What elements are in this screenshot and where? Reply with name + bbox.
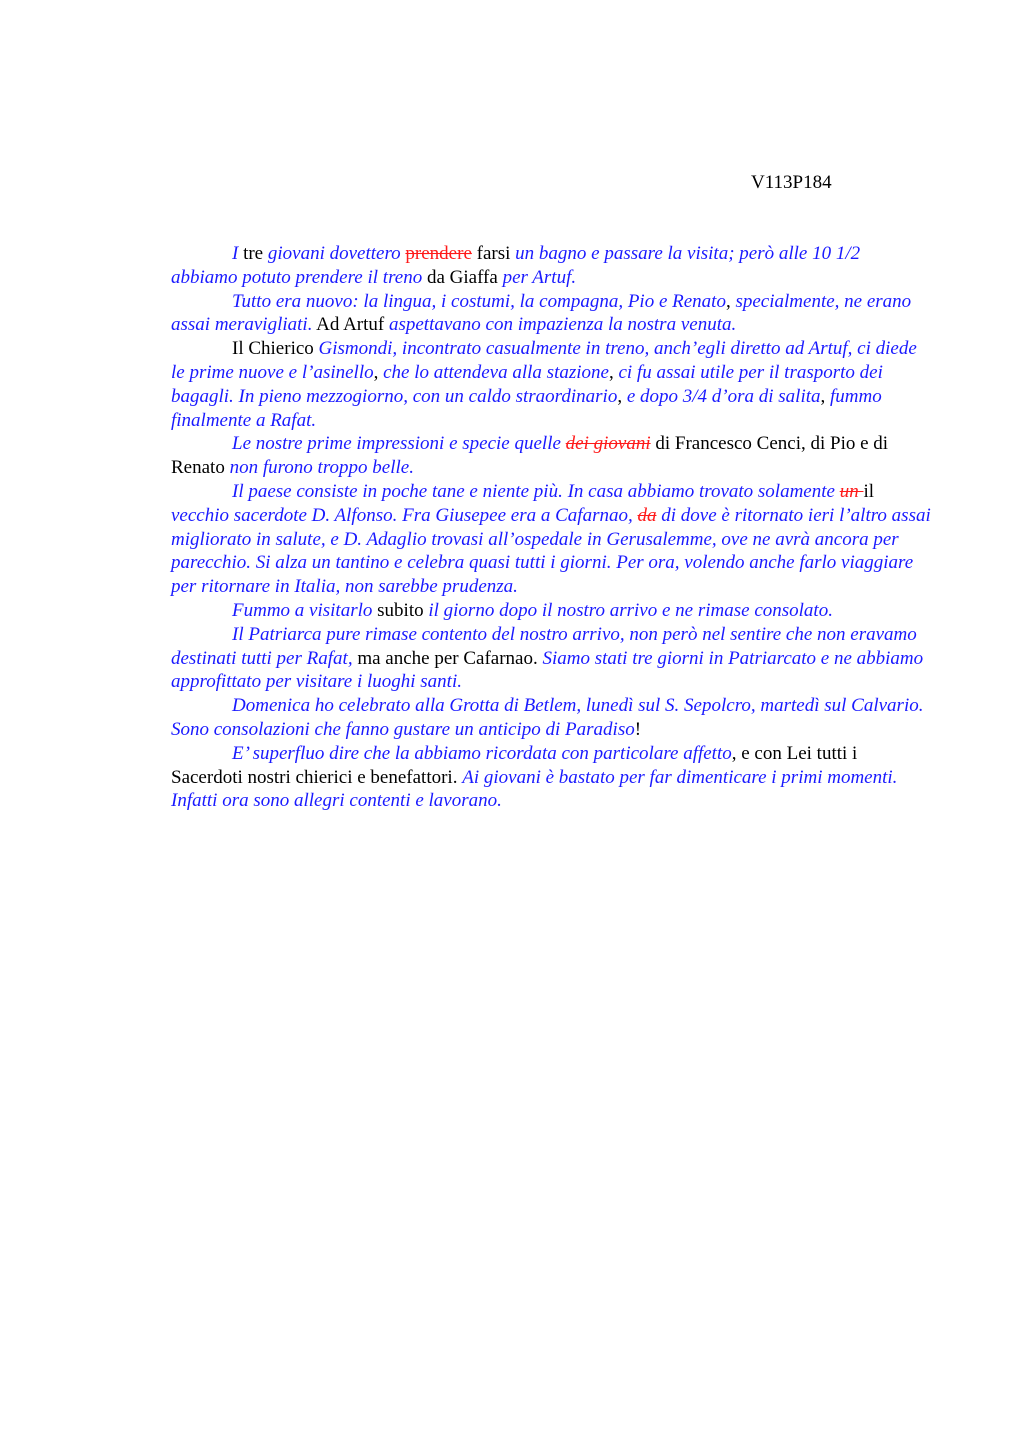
added-text: , [347, 647, 358, 669]
original-text: farsi [471, 243, 516, 264]
paragraph [171, 337, 931, 432]
added-text: Tutto era nuovo: la lingua, i costumi, la compagna, Pio e Renato [232, 290, 726, 312]
original-text: , e con Lei tutti i Sacerdoti nostri chierici e benefattori. [171, 742, 858, 788]
added-text: di dove è ritornato ieri l’altro assai migliorato in salute, e D. Adaglio trovasi all’ospedale in Gerusalemme, ove ne avrà ancora per parecchio. Si alza un tantino e celebra quasi tutti i giorni. Per ora, volendo anche farlo viaggiare per ritornare in Italia, non sarebbe prudenza. [171, 504, 931, 598]
added-text: Fummo a visitarlo [232, 599, 373, 621]
deleted-text: da [637, 504, 657, 526]
added-text: vecchio sacerdote D. Alfonso. Fra Giusepee era a Cafarnao, [171, 504, 638, 526]
original-text: , [820, 385, 831, 407]
added-text: per Artuf. [502, 266, 577, 288]
added-text: Siamo stati tre giorni in Patriarcato e ne abbiamo approfittato per visitare i luoghi santi. [171, 647, 924, 693]
letter-body [171, 242, 931, 813]
deleted-text: dei giovani [565, 433, 651, 455]
added-text: fummo finalmente a Rafat. [171, 385, 882, 431]
original-text: , [725, 290, 736, 312]
added-text: Ai giovani è bastato per far dimenticare i primi momenti. Infatti ora sono allegri contenti e lavorano. [171, 766, 898, 812]
paragraph [171, 599, 931, 623]
added-text: Il paese consiste in poche tane e niente più. In casa abbiamo trovato solamente [232, 480, 840, 502]
original-text: Ad Artuf [312, 314, 389, 336]
added-text: un bagno e passare la visita; però alle 10 1/2 abbiamo potuto prendere il treno [171, 243, 861, 288]
paragraph [171, 742, 931, 813]
original-text: subito [372, 599, 429, 621]
page-reference: V113P184 [751, 172, 832, 193]
deleted-text: prendere [405, 243, 472, 264]
paragraph [171, 623, 931, 694]
paragraph [171, 694, 931, 742]
original-text: il [863, 480, 875, 502]
original-text: Il Chierico [232, 338, 319, 360]
added-text: Domenica ho celebrato alla Grotta di Betlem, lunedì sul S. Sepolcro, martedì sul Calvario. Sono consolazioni che fanno gustare un anticipo di Paradiso [171, 695, 924, 740]
added-text: che lo attendeva alla stazione [383, 361, 609, 383]
added-text: Gismondi, incontrato casualmente in treno, anch’egli diretto ad Artuf, ci diede le prime nuove e l’asinello [171, 338, 917, 383]
added-text: specialmente, ne erano assai meravigliati. [171, 290, 912, 336]
added-text: il giorno dopo il nostro arrivo e ne rimase consolato. [428, 599, 833, 621]
added-text: e dopo 3/4 d’ora di salita [626, 385, 821, 407]
original-text: , [373, 361, 384, 383]
original-text: , [608, 361, 619, 383]
paragraph [171, 242, 931, 290]
paragraph [171, 432, 931, 480]
added-text: non furono troppo belle. [229, 457, 414, 479]
added-text: ci fu assai utile per il trasporto dei bagagli. In pieno mezzogiorno, con un caldo straordinario [171, 361, 883, 407]
added-text: Le nostre prime impressioni e specie quelle [232, 433, 566, 455]
added-text: Il Patriarca pure rimase contento del nostro arrivo, non però nel sentire che non eravamo destinati tutti per Rafat [171, 623, 917, 669]
paragraph [171, 290, 931, 338]
paragraph [171, 480, 931, 599]
original-text: , [617, 385, 627, 407]
original-text: ! [634, 718, 642, 740]
original-text: ma anche per Cafarnao. [357, 647, 543, 669]
added-text: I [232, 243, 239, 264]
added-text: giovani dovettero [267, 243, 406, 264]
original-text: da Giaffa [422, 266, 503, 288]
original-text: tre [238, 243, 268, 264]
deleted-text: un [839, 480, 864, 502]
original-text: di Francesco Cenci, di Pio e di Renato [171, 433, 889, 479]
added-text: aspettavano con impazienza la nostra venuta. [388, 314, 737, 336]
added-text: E’ superfluo dire che la abbiamo ricordata con particolare affetto [232, 742, 732, 764]
